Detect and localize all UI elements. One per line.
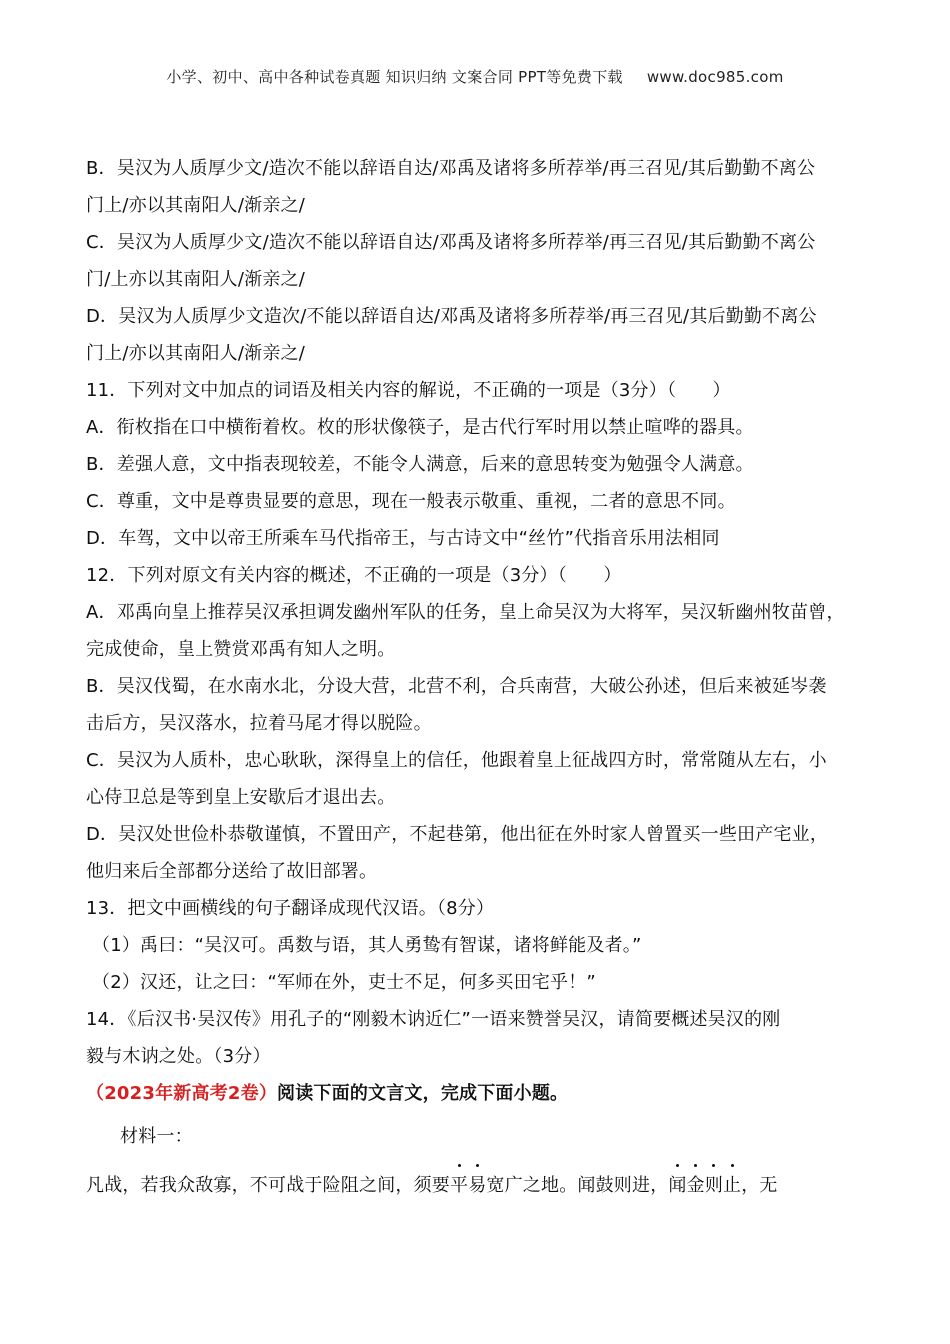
dotted-char-jin: 金 xyxy=(687,1167,705,1204)
q12-option-d-line2: 他归来后全部都分送给了故旧部署。 xyxy=(86,861,378,882)
q12-option-b-line2: 击后方，吴汉落水，拉着马尾才得以脱险。 xyxy=(86,713,432,734)
dotted-char-ping: 平 xyxy=(450,1167,468,1204)
q10-option-d-line1: D．吴汉为人质厚少文造次/不能以辞语自达/邓禹及诸将多所荐举/再三召见/其后勤勤不离公 xyxy=(86,306,817,327)
q12-option-b-line1: B．吴汉伐蜀，在水南水北，分设大营，北营不利，合兵南营，大破公孙述，但后来被延岑袭 xyxy=(86,676,827,697)
q12-option-c-line2: 心侍卫总是等到皇上安歇后才退出去。 xyxy=(86,787,396,808)
dotted-char-zhi: 止 xyxy=(723,1167,741,1204)
q12-option-a-line2: 完成使命，皇上赞赏邓禹有知人之明。 xyxy=(86,639,396,660)
header-text: 小学、初中、高中各种试卷真题 知识归纳 文案合同 PPT等免费下载 xyxy=(166,68,623,86)
material-label: 材料一： xyxy=(120,1126,193,1147)
q11-option-b: B．差强人意，文中指表现较差，不能令人满意，后来的意思转变为勉强令人满意。 xyxy=(86,454,754,475)
q14-line2: 毅与木讷之处。（3分） xyxy=(86,1046,271,1067)
reading-instruction: 阅读下面的文言文，完成下面小题。 xyxy=(277,1083,569,1104)
q10-option-b-line1: B．吴汉为人质厚少文/造次不能以辞语自达/邓禹及诸将多所荐举/再三召见/其后勤勤不离公 xyxy=(86,158,816,179)
q10-option-d-line2: 门上/亦以其南阳人/渐亲之/ xyxy=(86,343,305,364)
page-header xyxy=(0,66,950,87)
material-text-line1 xyxy=(86,1167,866,1204)
q13-stem: 13．把文中画横线的句子翻译成现代汉语。（8分） xyxy=(86,898,495,919)
header-site-link[interactable]: www.doc985.com xyxy=(646,68,784,86)
document-body xyxy=(86,150,866,1204)
dotted-char-ze: 则 xyxy=(705,1167,723,1204)
material-text-c: ，无 xyxy=(741,1175,778,1196)
q13-sentence-2: （2）汉还，让之曰：“军师在外，吏士不足，何多买田宅乎！” xyxy=(92,972,596,993)
q12-option-a-line1: A．邓禹向皇上推荐吴汉承担调发幽州军队的任务，皇上命吴汉为大将军，吴汉斩幽州牧苗曾， xyxy=(86,602,845,623)
q11-option-a: A．衔枚指在口中横衔着枚。枚的形状像筷子，是古代行军时用以禁止喧哗的器具。 xyxy=(86,417,754,438)
dotted-char-yi: 易 xyxy=(468,1167,486,1204)
q12-stem: 12．下列对原文有关内容的概述，不正确的一项是（3分）（ ） xyxy=(86,565,622,586)
q13-sentence-1: （1）禹曰：“吴汉可。禹数与语，其人勇鸷有智谋，诸将鲜能及者。” xyxy=(92,935,642,956)
material-text-a: 凡战，若我众敌寡，不可战于险阻之间，须要 xyxy=(86,1175,450,1196)
q12-option-d-line1: D．吴汉处世俭朴恭敬谨慎，不置田产，不起巷第，他出征在外时家人曾置买一些田产宅业， xyxy=(86,824,829,845)
dotted-char-wen: 闻 xyxy=(668,1167,686,1204)
q14-line1: 14．《后汉书·吴汉传》用孔子的“刚毅木讷近仁”一语来赞誉吴汉，请简要概述吴汉的刚 xyxy=(86,1009,781,1030)
q10-option-c-line1: C．吴汉为人质厚少文/造次不能以辞语自达/邓禹及诸将多所荐举/再三召见/其后勤勤不离公 xyxy=(86,232,816,253)
next-passage-heading xyxy=(86,1075,866,1112)
q12-option-c-line1: C．吴汉为人质朴，忠心耿耿，深得皇上的信任，他跟着皇上征战四方时，常常随从左右，小 xyxy=(86,750,827,771)
q10-option-b-line2: 门上/亦以其南阳人/渐亲之/ xyxy=(86,195,305,216)
q10-option-c-line2: 门/上亦以其南阳人/渐亲之/ xyxy=(86,269,305,290)
exam-source-label: （2023年新高考2卷） xyxy=(86,1083,278,1104)
q11-option-c: C．尊重，文中是尊贵显要的意思，现在一般表示敬重、重视，二者的意思不同。 xyxy=(86,491,736,512)
q11-stem: 11．下列对文中加点的词语及相关内容的解说，不正确的一项是（3分）（ ） xyxy=(86,380,731,401)
q11-option-d: D．车驾，文中以帝王所乘车马代指帝王，与古诗文中“丝竹”代指音乐用法相同 xyxy=(86,528,720,549)
material-text-b: 宽广之地。闻鼓则进， xyxy=(486,1175,669,1196)
